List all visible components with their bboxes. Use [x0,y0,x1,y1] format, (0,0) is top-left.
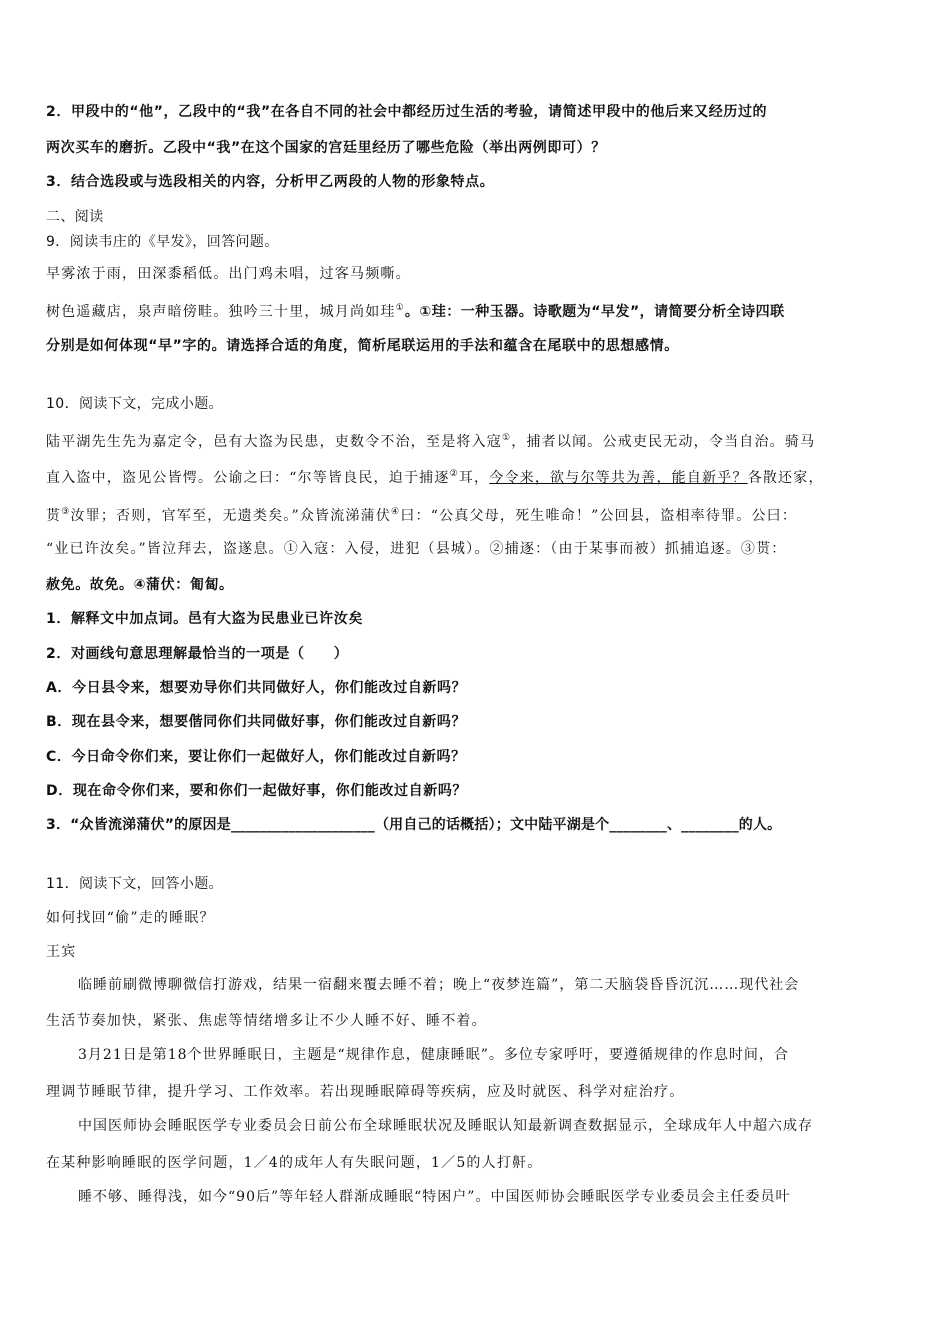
q10-title: 10．阅读下文，完成小题。 [46,396,224,412]
paragraph-line: 中国医师协会睡眠医学专业委员会日前公布全球睡眠状况及睡眠认知最新调查数据显示，全球成年人中超六成存 [78,1118,813,1134]
underlined-sentence: 今令来，欲与尔等共为善，能自新乎？ [489,470,748,486]
q10-passage-line3: 贳③汝罪；否则，官军至，无遗类矣。”众皆流涕蒲伏④曰：“公真父母，死生唯命！”公回县，盗相率待罪。公曰： [46,507,798,524]
paragraph-line: 3月21日是第18个世界睡眠日，主题是“规律作息，健康睡眠”。多位专家呼吁，要遵循规律的作息时间，合 [78,1047,789,1063]
q9-question-line: 分别是如何体现“早”字的。请选择合适的角度，简析尾联运用的手法和蕴含在尾联中的思想感情。 [46,338,679,354]
answer-blank[interactable]: ________ [681,817,739,833]
footnote-marker: ① [395,303,405,313]
q8-sub2-line2: 两次买车的磨折。乙段中“我”在这个国家的宫廷里经历了哪些危险（举出两例即可）？ [46,140,606,156]
q9-poem-line2: 树色遥藏店，泉声暗傍畦。独吟三十里，城月尚如珪①。①珪：一种玉器。诗歌题为“早发”，请简要分析全诗四联 [46,303,785,320]
q9-poem-line1: 早雾浓于雨，田深黍稻低。出门鸡未唱，过客马频嘶。 [46,266,411,282]
q10-sub3: 3．“众皆流涕蒲伏”的原因是____________________（用自己的话概括）；文中陆平湖是个________、________的人。 [46,817,782,833]
q10-option-b: B．现在县令来，想要偕同你们共同做好事，你们能改过自新吗？ [46,714,467,730]
paragraph-line: 在某种影响睡眠的医学问题，1／4的成年人有失眠问题，1／5的人打鼾。 [46,1155,543,1171]
q9-title: 9．阅读韦庄的《早发》，回答问题。 [46,234,279,250]
article-title: 如何找回“偷”走的睡眠？ [46,910,215,926]
q8-sub2-line1: 2．甲段中的“他”，乙段中的“我”在各自不同的社会中都经历过生活的考验，请简述甲段中的他后来又经历过的 [46,104,768,120]
q10-option-c: C．今日命令你们来，要让你们一起做好人，你们能改过自新吗？ [46,749,466,765]
q10-sub2: 2．对画线句意思理解最恰当的一项是（ ） [46,646,349,662]
answer-blank[interactable]: ____________________ [230,817,375,833]
q10-sub1: 1．解释文中加点词。邑有大盗为民患业已许汝矣 [46,611,363,627]
article-author: 王宾 [46,944,77,960]
paragraph-line: 睡不够、睡得浅，如今“90后”等年轻人群渐成睡眠“特困户”。中国医师协会睡眠医学专业委员会主任委员叶 [78,1189,791,1205]
q10-notes-line: 赦免。故免。④蒲伏：匍匐。 [46,577,234,593]
answer-blank[interactable]: ________ [609,817,667,833]
paragraph-line: 理调节睡眠节律，提升学习、工作效率。若出现睡眠障碍等疾病，应及时就医、科学对症治疗。 [46,1084,685,1100]
section-heading: 二、阅读 [46,209,104,225]
q10-option-d: D．现在命令你们来，要和你们一起做好事，你们能改过自新吗？ [46,783,468,799]
q10-passage-line1: 陆平湖先生先为嘉定令，邑有大盗为民患，吏数令不治，至是将入寇①，捕者以闻。公戒吏民无动，令当自治。骑马 [46,433,816,450]
paragraph-line: 生活节奏加快，紧张、焦虑等情绪增多让不少人睡不好、睡不着。 [46,1013,487,1029]
q10-passage-line4: “业已许汝矣。”皆泣拜去，盗遂息。①入寇：入侵，进犯（县城）。②捕逐：（由于某事而被）抓捕追逐。③贳： [46,541,787,557]
q8-sub3: 3．结合选段或与选段相关的内容，分析甲乙两段的人物的形象特点。 [46,174,495,190]
q10-passage-line2: 直入盗中，盗见公皆愕。公谕之曰：“尔等皆良民，迫于捕逐②耳，今令来，欲与尔等共为善，能自新乎？各散还家， [46,469,824,486]
paragraph-line: 临睡前刷微博聊微信打游戏，结果一宿翻来覆去睡不着；晚上“夜梦连篇”，第二天脑袋昏昏沉沉……现代社会 [78,977,800,993]
q10-option-a: A．今日县令来，想要劝导你们共同做好人，你们能改过自新吗？ [46,680,467,696]
q11-title: 11．阅读下文，回答小题。 [46,876,224,892]
